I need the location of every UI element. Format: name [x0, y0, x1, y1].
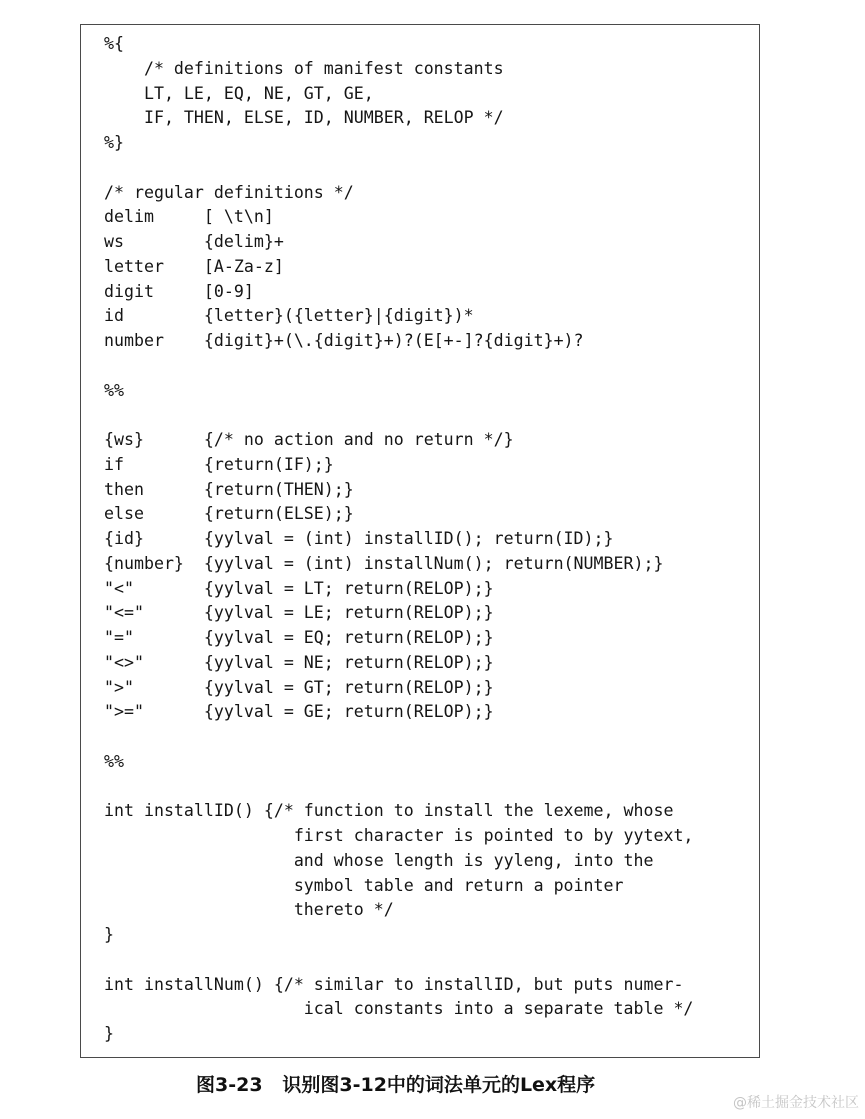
code-line: %{: [104, 34, 124, 53]
code-line: ical constants into a separate table */: [104, 999, 694, 1018]
code-line: {id} {yylval = (int) installID(); return(ID);}: [104, 529, 614, 548]
site-watermark: @稀土掘金技术社区: [733, 1095, 859, 1111]
code-line: "<>" {yylval = NE; return(RELOP);}: [104, 653, 494, 672]
code-line: and whose length is yyleng, into the: [104, 851, 654, 870]
code-line: if {return(IF);}: [104, 455, 334, 474]
code-line: {number} {yylval = (int) installNum(); return(NUMBER);}: [104, 554, 664, 573]
code-line: %%: [104, 752, 124, 771]
code-line: }: [104, 925, 114, 944]
code-line: {ws} {/* no action and no return */}: [104, 430, 514, 449]
code-line: int installID() {/* function to install the lexeme, whose: [104, 801, 674, 820]
code-line: symbol table and return a pointer: [104, 876, 624, 895]
code-line: ">=" {yylval = GE; return(RELOP);}: [104, 702, 494, 721]
code-line: /* definitions of manifest constants: [104, 59, 504, 78]
code-line: delim [ \t\n]: [104, 207, 274, 226]
code-line: "=" {yylval = EQ; return(RELOP);}: [104, 628, 494, 647]
figure-caption: 图3-23 识别图3-12中的词法单元的Lex程序: [196, 1074, 596, 1096]
code-line: then {return(THEN);}: [104, 480, 354, 499]
code-line: id {letter}({letter}|{digit})*: [104, 306, 474, 325]
code-line: number {digit}+(\.{digit}+)?(E[+-]?{digit}+)?: [104, 331, 584, 350]
code-line: letter [A-Za-z]: [104, 257, 284, 276]
code-line: int installNum() {/* similar to installID, but puts numer-: [104, 975, 684, 994]
code-line: /* regular definitions */: [104, 183, 354, 202]
code-line: IF, THEN, ELSE, ID, NUMBER, RELOP */: [104, 108, 504, 127]
code-line: %%: [104, 381, 124, 400]
code-line: first character is pointed to by yytext,: [104, 826, 694, 845]
code-line: else {return(ELSE);}: [104, 504, 354, 523]
code-line: }: [104, 1024, 114, 1043]
code-line: "<=" {yylval = LE; return(RELOP);}: [104, 603, 494, 622]
code-line: ws {delim}+: [104, 232, 284, 251]
code-listing-frame: [80, 24, 760, 1058]
code-line: "<" {yylval = LT; return(RELOP);}: [104, 579, 494, 598]
code-line: LT, LE, EQ, NE, GT, GE,: [104, 84, 374, 103]
code-line: ">" {yylval = GT; return(RELOP);}: [104, 678, 494, 697]
code-line: digit [0-9]: [104, 282, 254, 301]
code-line: thereto */: [104, 900, 394, 919]
code-line: %}: [104, 133, 124, 152]
